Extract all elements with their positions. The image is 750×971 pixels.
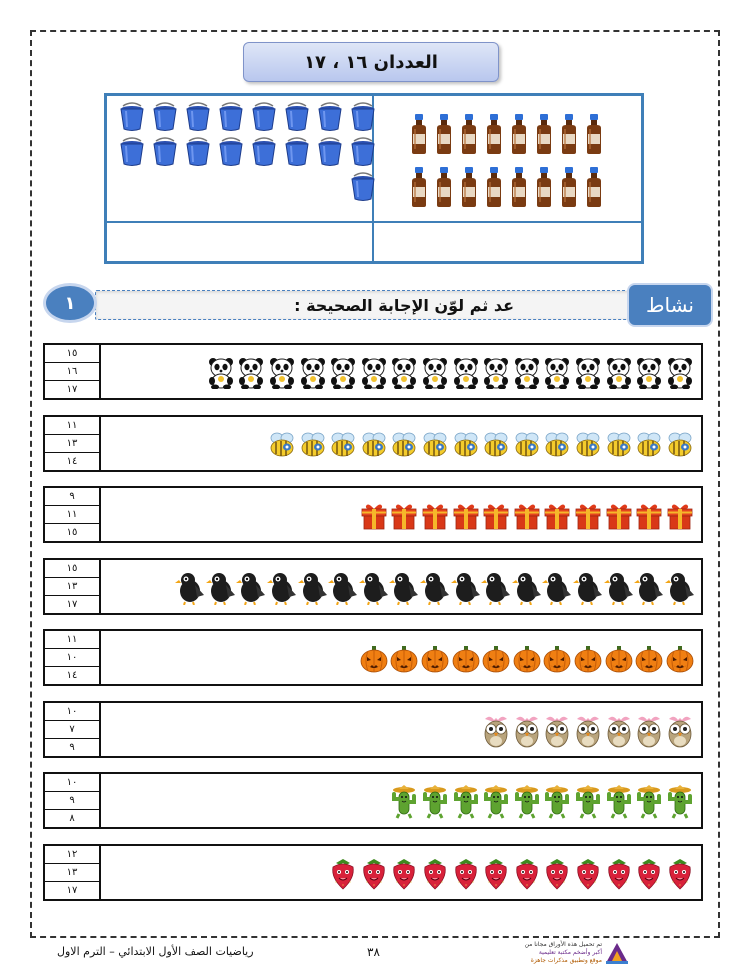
bee-icon [634,423,665,467]
cactus-icon [511,780,542,824]
counting-pictures [175,566,695,610]
answer-option[interactable]: ١١ [45,417,99,435]
answer-option[interactable]: ١٥ [45,345,99,363]
answer-option[interactable]: ١٧ [66,599,78,610]
answer-option[interactable]: ٩ [45,792,99,810]
strawberry-icon [328,852,359,896]
exercise-row [43,486,703,543]
panda-icon [297,351,328,395]
answer-options [45,631,101,684]
strawberry-icon [511,852,542,896]
counting-pictures [358,637,695,681]
bottle-icon [534,114,559,167]
bottle-icon [459,114,484,167]
bottle-icon [534,167,559,220]
counting-pictures [267,423,695,467]
activity-instruction-bar [95,290,685,320]
crow-icon [664,566,695,610]
page-title [243,42,499,82]
panda-icon [481,351,512,395]
answer-option[interactable]: ١٥ [66,527,78,538]
bucket-icon [146,137,179,172]
crow-icon [511,566,542,610]
answer-option[interactable]: ٩ [69,742,75,753]
bucket-icon [113,102,146,137]
answer-options [45,417,101,470]
cactus-icon [450,780,481,824]
owl-icon [664,709,695,753]
answer-option[interactable]: ١٢ [45,846,99,864]
exercise-row [43,629,703,686]
panda-icon [450,351,481,395]
counting-pictures [358,494,695,538]
bottle-icon [509,167,534,220]
crow-icon [267,566,298,610]
strawberry-icon [358,852,389,896]
activity-number-badge [43,283,97,323]
bucket-icon [344,137,377,172]
crow-icon [389,566,420,610]
answer-option[interactable]: ١٠ [45,649,99,667]
answer-option[interactable]: ١٥ [45,560,99,578]
answer-option[interactable]: ١٧ [66,384,78,395]
gift-box-icon [542,494,573,538]
answer-option[interactable]: ١٧ [66,885,78,896]
panda-icon [664,351,695,395]
crow-icon [175,566,206,610]
owl-icon [603,709,634,753]
bucket-icon [179,137,212,172]
bucket-icon [179,102,212,137]
crow-icon [358,566,389,610]
panda-icon [634,351,665,395]
answer-option[interactable]: ١١ [45,506,99,524]
answer-options [45,774,101,827]
owl-icon [481,709,512,753]
owl-icon [511,709,542,753]
activity-instruction: عد ثم لوّن الإجابة الصحيحة : [294,295,514,315]
owl-icon [573,709,604,753]
cactus-icon [420,780,451,824]
pumpkin-icon [511,637,542,681]
gift-box-icon [603,494,634,538]
answer-option[interactable]: ٨ [69,813,75,824]
bottle-icon [434,167,459,220]
answer-option[interactable]: ١٤ [66,456,78,467]
bee-icon [573,423,604,467]
gift-box-icon [358,494,389,538]
intro-counting-box [104,93,644,264]
strawberry-icon [389,852,420,896]
bottle-icon [584,114,609,167]
logo-line-2: أكبر وأضخم مكتبة تعليمية [538,949,602,956]
bottle-group [409,114,609,220]
bucket-icon [311,137,344,172]
crow-icon [542,566,573,610]
gift-box-icon [450,494,481,538]
bucket-icon [212,102,245,137]
strawberry-icon [542,852,573,896]
footer-subject: رياضيات الصف الأول الابتدائي – الترم الاول [57,945,254,958]
panda-icon [573,351,604,395]
bottle-icon [559,114,584,167]
exercise-row [43,772,703,829]
bottle-icon [434,114,459,167]
exercise-row [43,701,703,758]
exercise-row [43,343,703,400]
pumpkin-icon [450,637,481,681]
owl-icon [542,709,573,753]
logo-line-3: موقع وتطبيق مذكرات جاهزة [530,957,602,964]
page-number: ٣٨ [367,945,380,959]
panda-icon [236,351,267,395]
crow-icon [603,566,634,610]
pumpkin-icon [542,637,573,681]
crow-icon [450,566,481,610]
bottles-answer-box[interactable] [374,221,641,261]
pumpkin-icon [358,637,389,681]
strawberry-icon [603,852,634,896]
bucket-icon [278,102,311,137]
answer-options [45,846,101,899]
answer-options [45,703,101,756]
gift-box-icon [664,494,695,538]
bee-icon [511,423,542,467]
panda-icon [267,351,298,395]
bee-icon [328,423,359,467]
panda-icon [603,351,634,395]
bee-icon [450,423,481,467]
bucket-icon [212,137,245,172]
crow-icon [634,566,665,610]
cactus-icon [542,780,573,824]
counting-pictures [328,852,695,896]
crow-icon [328,566,359,610]
pumpkin-icon [481,637,512,681]
bottle-icon [459,167,484,220]
gift-box-icon [389,494,420,538]
bucket-icon [245,102,278,137]
answer-option[interactable]: ١٠ [45,703,99,721]
bottle-icon [509,114,534,167]
bucket-icon [146,102,179,137]
bottle-icon [484,167,509,220]
bee-icon [267,423,298,467]
bee-icon [389,423,420,467]
bucket-group [113,102,377,207]
panda-icon [358,351,389,395]
exercise-row [43,415,703,472]
crow-icon [297,566,328,610]
gift-box-icon [511,494,542,538]
counting-pictures [206,351,696,395]
cactus-icon [481,780,512,824]
bucket-icon [344,102,377,137]
exercise-row [43,844,703,901]
bottle-icon [409,167,434,220]
strawberry-icon [634,852,665,896]
crow-icon [420,566,451,610]
bottle-icon [409,114,434,167]
bottle-icon [559,167,584,220]
answer-option[interactable]: ١٣ [45,435,99,453]
answer-options [45,345,101,398]
buckets-cell [107,96,374,261]
panda-icon [328,351,359,395]
gift-box-icon [420,494,451,538]
bucket-icon [344,172,377,207]
panda-icon [542,351,573,395]
strawberry-icon [573,852,604,896]
answer-option[interactable]: ١٤ [66,670,78,681]
page-title-text: العددان ١٦ ، ١٧ [304,51,438,73]
footer-logo [490,941,630,967]
bee-icon [542,423,573,467]
cactus-icon [634,780,665,824]
owl-icon [634,709,665,753]
pumpkin-icon [573,637,604,681]
buckets-answer-box[interactable] [107,221,372,261]
strawberry-icon [481,852,512,896]
bottle-icon [484,114,509,167]
gift-box-icon [481,494,512,538]
strawberry-icon [450,852,481,896]
bee-icon [358,423,389,467]
logo-mark-icon [604,941,630,965]
crow-icon [481,566,512,610]
bee-icon [420,423,451,467]
bucket-icon [245,137,278,172]
pumpkin-icon [389,637,420,681]
counting-pictures [389,780,695,824]
answer-options [45,488,101,541]
bee-icon [664,423,695,467]
panda-icon [511,351,542,395]
bucket-icon [311,102,344,137]
cactus-icon [573,780,604,824]
pumpkin-icon [664,637,695,681]
activity-number: ١ [64,292,76,314]
strawberry-icon [664,852,695,896]
bucket-icon [278,137,311,172]
answer-option[interactable]: ٩ [45,488,99,506]
counting-pictures [481,709,695,753]
gift-box-icon [573,494,604,538]
pumpkin-icon [420,637,451,681]
crow-icon [573,566,604,610]
activity-tag [627,283,713,327]
crow-icon [206,566,237,610]
bee-icon [481,423,512,467]
answer-option[interactable]: ١٠ [45,774,99,792]
answer-option[interactable]: ١٦ [45,363,99,381]
bee-icon [297,423,328,467]
bucket-icon [113,137,146,172]
answer-option[interactable]: ٧ [45,721,99,739]
cactus-icon [389,780,420,824]
pumpkin-icon [634,637,665,681]
panda-icon [389,351,420,395]
activity-header [43,283,713,327]
activity-tag-label: نشاط [646,293,694,317]
cactus-icon [664,780,695,824]
bee-icon [603,423,634,467]
strawberry-icon [420,852,451,896]
logo-line-1: تم تحميل هذه الأوراق مجانا من [524,941,602,948]
answer-options [45,560,101,613]
answer-option[interactable]: ١٣ [45,864,99,882]
panda-icon [420,351,451,395]
bottle-icon [584,167,609,220]
exercise-row [43,558,703,615]
pumpkin-icon [603,637,634,681]
crow-icon [236,566,267,610]
panda-icon [206,351,237,395]
answer-option[interactable]: ١٣ [45,578,99,596]
bottles-cell [374,96,641,261]
gift-box-icon [634,494,665,538]
cactus-icon [603,780,634,824]
answer-option[interactable]: ١١ [45,631,99,649]
